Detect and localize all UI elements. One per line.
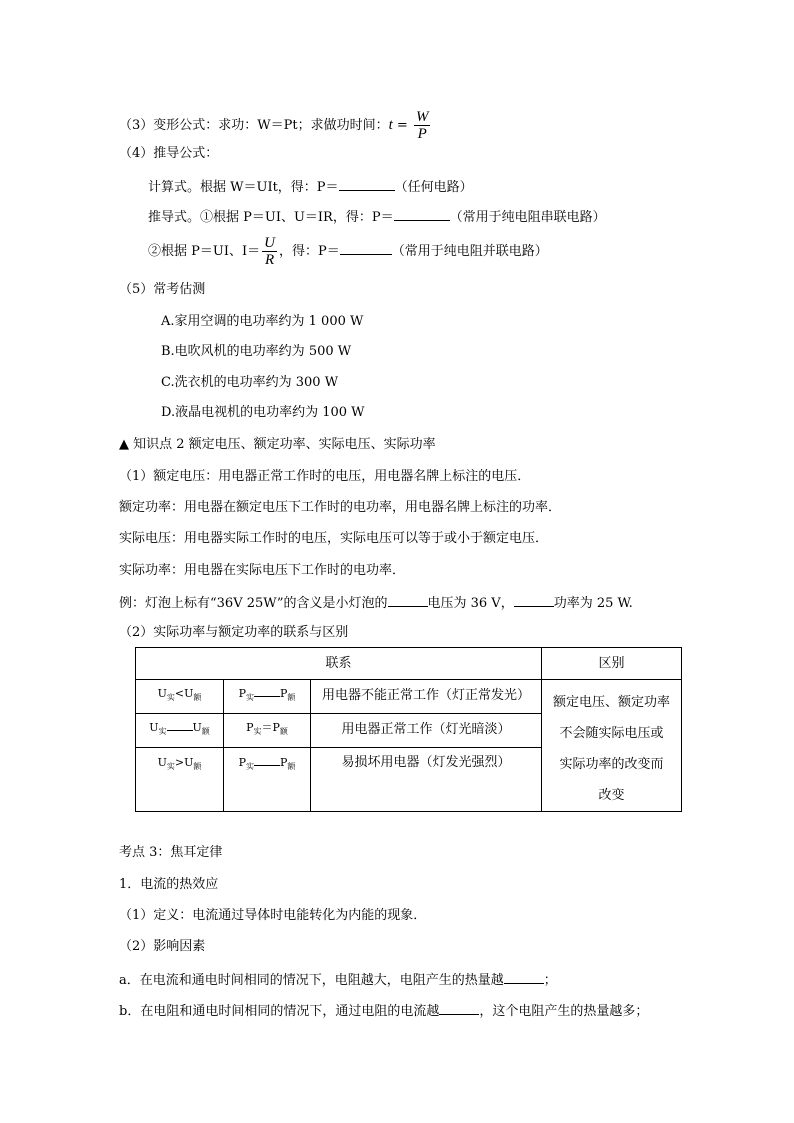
example-line: 例：灯泡上标有“36V 25W”的含义是小灯泡的 电压为 36 V， 功率为 25 W. <box>119 593 633 613</box>
cell-p-equal: $P_实=P_额$ <box>224 713 311 747</box>
actual-voltage-def: 实际电压：用电器实际工作时的电压，实际电压可以等于或小于额定电压． <box>119 531 549 546</box>
factor-b-line: b．在电阻和通电时间相同的情况下，通过电阻的电流越 ，这个电阻产生的热量越多； <box>119 1001 648 1021</box>
cell-row2-relation: 用电器正常工作（灯光暗淡） <box>311 713 542 747</box>
blank-fill <box>504 970 544 984</box>
cell-difference: 额定电压、额定功率 不会随实际电压或 实际功率的改变而 改变 <box>542 680 682 812</box>
blank-fill <box>514 593 554 607</box>
fraction-u-over-r: $\frac{U}{R}$ <box>264 235 275 268</box>
option-b: B.电吹风机的电功率约为 500 W <box>161 344 352 359</box>
blank-fill <box>254 757 280 766</box>
cell-row3-relation: 易损坏用电器（灯发光强烈） <box>311 747 542 811</box>
cell-u-greater: $U_实>U_额$ <box>136 747 224 811</box>
blank-fill <box>439 1001 479 1015</box>
blank-fill <box>254 688 280 697</box>
blank-fill <box>388 593 428 607</box>
option-d: D.液晶电视机的电功率约为 100 W <box>161 405 365 420</box>
calc-formula-line: 计算式。根据 W＝UIt，得：P＝ （任何电路） <box>148 177 473 197</box>
power-comparison-table <box>135 647 682 812</box>
blank-fill <box>167 722 193 731</box>
header-relation: 联系 <box>136 648 542 680</box>
derived-formula-heading: （4）推导公式： <box>119 146 219 161</box>
actual-power-def: 实际功率：用电器在实际电压下工作时的电功率． <box>119 563 406 578</box>
option-c: C.洗衣机的电功率约为 300 W <box>161 375 339 390</box>
parallel-formula-line: ②根据 P＝UI、I＝ $\frac{U}{R}$ ，得：P＝ （常用于纯电阻并联电路） <box>148 235 548 268</box>
factor-a-line: a．在电流和通电时间相同的情况下，电阻越大，电阻产生的热量越 ； <box>119 970 557 990</box>
influence-factors-heading: （2）影响因素 <box>119 939 206 954</box>
blank-fill <box>394 207 450 221</box>
blank-fill <box>339 177 395 191</box>
relation-heading: （2）实际功率与额定功率的联系与区别 <box>119 625 349 640</box>
cell-u-less: $U_实<U_额$ <box>136 680 224 714</box>
cell-p-blank-1: $P_实$ $P_额$ <box>224 680 311 714</box>
fraction-w-over-p: $\frac{W}{P}$ <box>415 109 429 142</box>
option-a: A.家用空调的电功率约为 1 000 W <box>161 314 364 329</box>
transform-formula-line: （3）变形公式：求功：W＝Pt；求做功时间：t = $\frac{W}{P}$ <box>119 109 429 142</box>
estimation-heading: （5）常考估测 <box>119 282 206 297</box>
rated-voltage-def: （1）额定电压：用电器正常工作时的电压，用电器名牌上标注的电压． <box>119 469 531 484</box>
cell-row1-relation: 用电器不能正常工作（灯正常发光） <box>311 680 542 714</box>
heat-effect-heading: 1．电流的热效应 <box>119 877 219 892</box>
blank-fill <box>340 241 392 255</box>
knowledge-point-2-heading: ▲ 知识点 2 额定电压、额定功率、实际电压、实际功率 <box>119 437 436 452</box>
header-difference: 区别 <box>542 648 682 680</box>
series-formula-line: 推导式。①根据 P＝UI、U＝IR，得：P＝ （常用于纯电阻串联电路） <box>148 207 606 227</box>
cell-p-blank-3: $P_实$ $P_额$ <box>224 747 311 811</box>
exam-point-3-heading: 考点 3：焦耳定律 <box>119 845 223 860</box>
heat-effect-definition: （1）定义：电流通过导体时电能转化为内能的现象． <box>119 908 427 923</box>
formula-t: t <box>388 117 393 133</box>
rated-power-def: 额定功率：用电器在额定电压下工作时的电功率，用电器名牌上标注的功率． <box>119 500 562 515</box>
cell-u-blank: $U_实$ $U_额$ <box>136 713 224 747</box>
